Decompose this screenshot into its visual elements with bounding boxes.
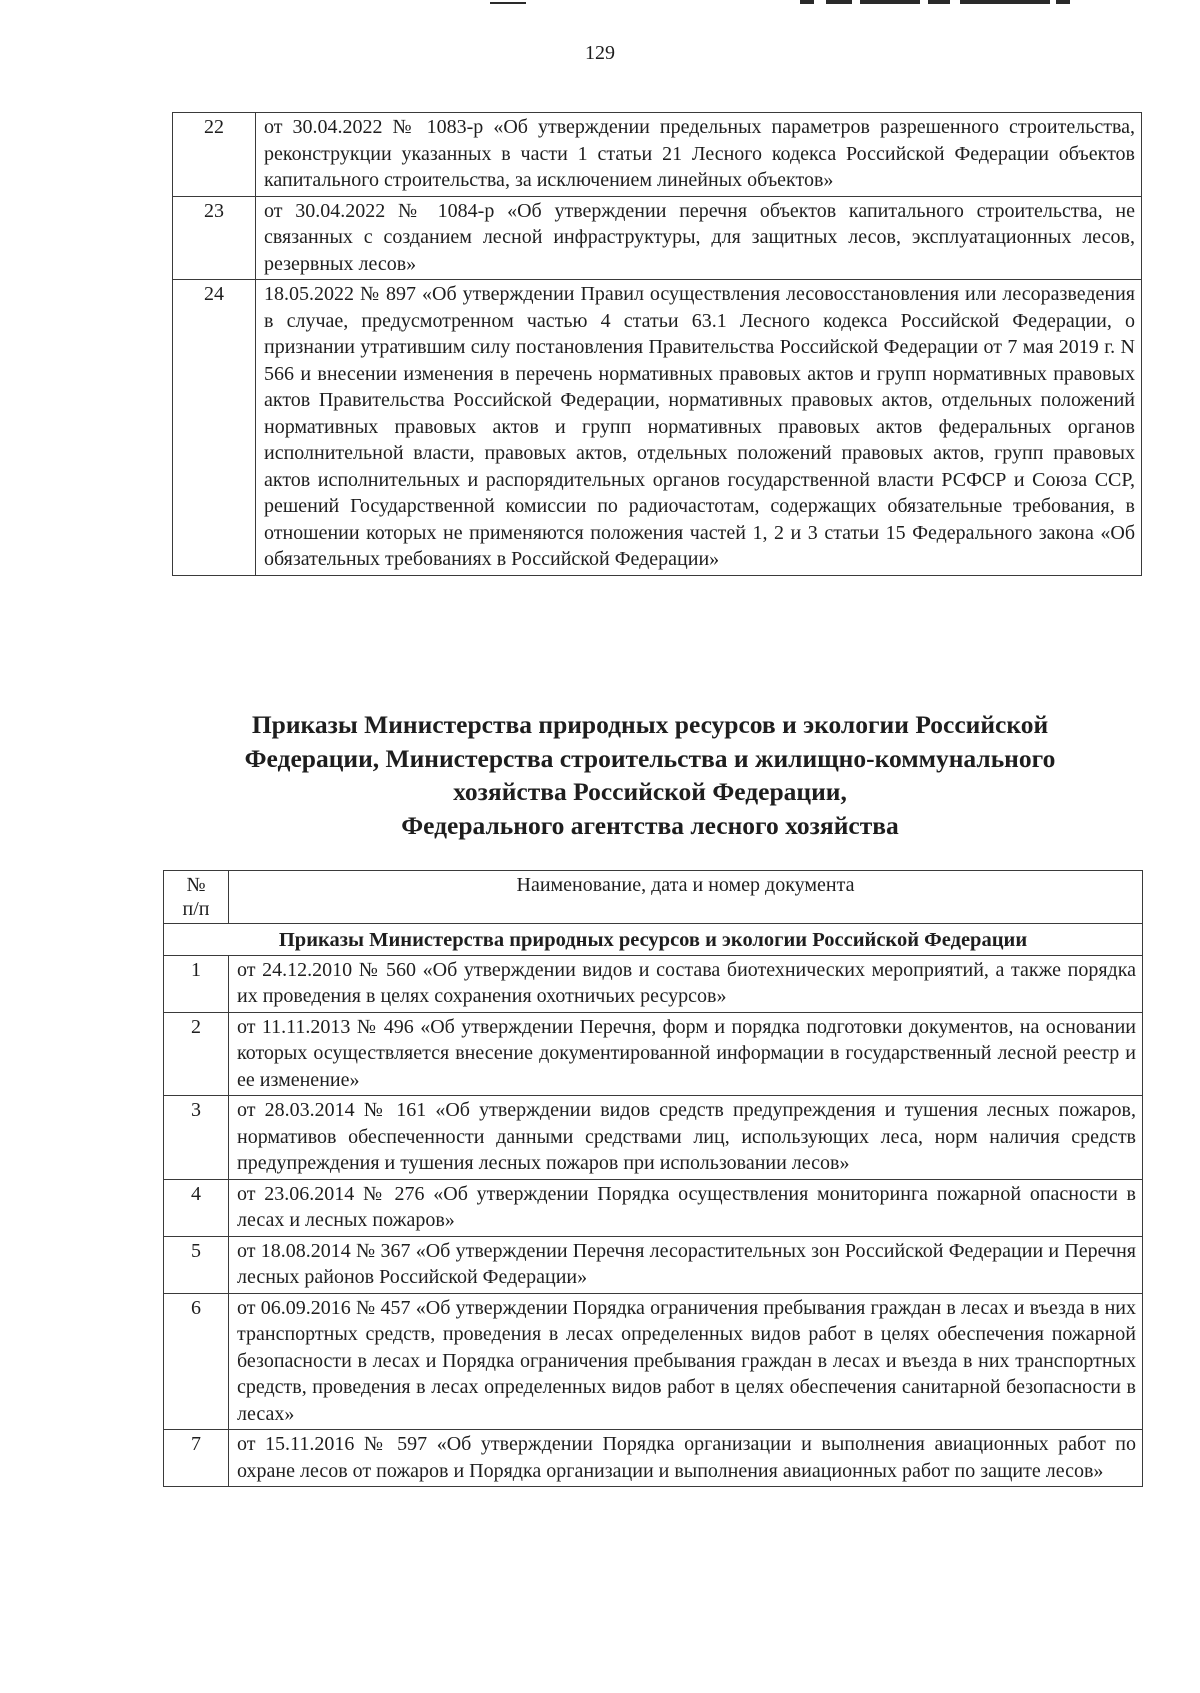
document-description: от 18.08.2014 № 367 «Об утверждении Перечня лесорастительных зон Российской Федерации и Перечня лесных районов Российской Федерации» [229,1236,1143,1293]
document-description: 18.05.2022 № 897 «Об утверждении Правил осуществления лесовосстановления или лесоразведения в случае, предусмотренном частью 4 статьи 63.1 Лесного кодекса Российской Федерации, о признании утратившим силу постановления Правительства Российской Федерации от 7 мая 2019 г. N 566 и внесении изменения в перечень нормативных правовых актов и групп нормативных правовых актов Правительства Российской Федерации, нормативных правовых актов, отдельных положений нормативных правовых актов и групп нормативных правовых актов федеральных органов исполнительной власти, правовых актов, отдельных положений правовых актов, групп правовых актов исполнительных и распорядительных органов государственной власти РСФСР и Союза ССР, решений Государственной комиссии по радиочастотам, содержащих обязательные требования, в отношении которых не применяются положения частей 1, 2 и 3 статьи 15 Федерального закона «Об обязательных требованиях в Российской Федерации» [256,280,1142,576]
row-number: 2 [164,1012,229,1096]
row-number: 1 [164,955,229,1012]
table-row [164,955,1143,1012]
scan-artifact [800,0,814,4]
table-row [164,1012,1143,1096]
table-row [173,280,1142,576]
column-header-number-line: № [186,874,206,896]
scan-artifact [490,2,526,4]
row-number: 22 [173,113,256,197]
table-row [164,1236,1143,1293]
row-number: 7 [164,1430,229,1487]
table-row [164,1179,1143,1236]
section-heading-line: Федерации, Министерства строительства и жилищно-коммунального [244,743,1056,773]
column-header-title: Наименование, дата и номер документа [229,871,1143,924]
document-description: от 06.09.2016 № 457 «Об утверждении Порядка ограничения пребывания граждан в лесах и въезда в них транспортных средств, проведения в лесах определенных видов работ в целях обеспечения пожарной безопасности в лесах и Порядка ограничения пребывания граждан в лесах и въезда в них транспортных средств, проведения в лесах определенных видов работ в целях обеспечения санитарной безопасности в лесах» [229,1293,1143,1430]
document-description: от 30.04.2022 № 1083-р «Об утверждении предельных параметров разрешенного строительства, реконструкции указанных в части 1 статьи 21 Лесного кодекса Российской Федерации объектов капитального строительства, за исключением линейных объектов» [256,113,1142,197]
document-description: от 23.06.2014 № 276 «Об утверждении Порядка осуществления мониторинга пожарной опасности в лесах и лесных пожаров» [229,1179,1143,1236]
page-number: 129 [585,42,615,64]
row-number: 3 [164,1096,229,1180]
table-row [173,113,1142,197]
table-row [164,1293,1143,1430]
table-row [164,1430,1143,1487]
row-number: 5 [164,1236,229,1293]
section-heading-line: Приказы Министерства природных ресурсов и экологии Российской [251,710,1049,739]
table-subheading-row [164,924,1143,956]
section-heading-line: Федерального агентства лесного хозяйства [401,810,899,840]
scan-artifact [960,0,1050,4]
scan-artifact [1056,0,1070,4]
row-number: 23 [173,196,256,280]
document-description: от 15.11.2016 № 597 «Об утверждении Порядка организации и выполнения авиационных работ по охране лесов от пожаров и Порядка организации и выполнения авиационных работ по защите лесов» [229,1430,1143,1487]
row-number: 6 [164,1293,229,1430]
document-description: от 11.11.2013 № 496 «Об утверждении Перечня, форм и порядка подготовки документов, на основании которых осуществляется внесение документированной информации в государственный лесной реестр и ее изменение» [229,1012,1143,1096]
row-number: 24 [173,280,256,576]
column-header-number-line: п/п [182,898,210,920]
table-header-row [164,871,1143,924]
scan-artifact [860,0,920,4]
ministry-orders-table [163,870,1143,1487]
scan-artifact [928,0,950,4]
table-row [173,196,1142,280]
table-subheading: Приказы Министерства природных ресурсов и экологии Российской Федерации [164,924,1143,956]
section-heading [150,708,1150,842]
legal-acts-table-continued [172,112,1142,576]
table-row [164,1096,1143,1180]
document-description: от 28.03.2014 № 161 «Об утверждении видов средств предупреждения и тушения лесных пожаров, нормативов обеспеченности данными средствами лиц, использующих леса, норм наличия средств предупреждения и тушения лесных пожаров при использовании лесов» [229,1096,1143,1180]
scan-artifact [826,0,852,4]
column-header-number [164,871,229,924]
document-description: от 30.04.2022 № 1084-р «Об утверждении перечня объектов капитального строительства, не связанных с созданием лесной инфраструктуры, для защитных лесов, эксплуатационных лесов, резервных лесов» [256,196,1142,280]
section-heading-line: хозяйства Российской Федерации, [453,777,847,806]
document-description: от 24.12.2010 № 560 «Об утверждении видов и состава биотехнических мероприятий, а также порядка их проведения в целях сохранения охотничьих ресурсов» [229,955,1143,1012]
row-number: 4 [164,1179,229,1236]
